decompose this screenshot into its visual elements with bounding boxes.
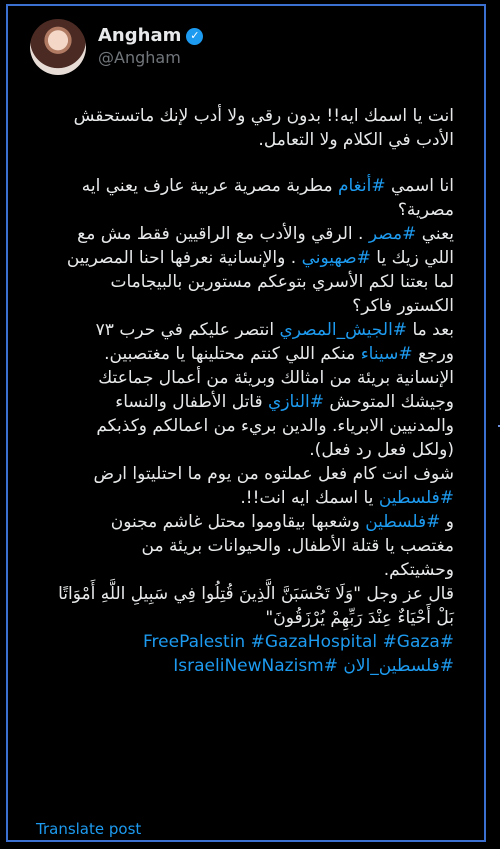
tweet-line: وحشيتكم.: [383, 560, 454, 580]
avatar[interactable]: [30, 19, 86, 75]
hashtag-link[interactable]: #الجيش_المصري: [279, 320, 408, 340]
tweet-line: اللي زيك يا #صهيوني . والإنسانية نعرفها احنا المصريين: [66, 248, 454, 268]
verified-badge-icon: ✓: [186, 28, 203, 45]
hashtag-link[interactable]: #سيناء: [360, 344, 413, 364]
hashtag-row: [38, 654, 454, 678]
hashtag-link[interactable]: #صهيوني: [301, 248, 371, 268]
tweet-text: [38, 104, 454, 678]
tweet-line: (ولكل فعل رد فعل).: [309, 440, 454, 460]
hashtag-link[interactable]: #IsraeliNewNazism: [173, 656, 338, 676]
tweet-line: وجيشك المتوحش #النازي قاتل الأطفال والنساء: [115, 392, 454, 412]
author-block: [98, 26, 203, 67]
hashtag-row: [38, 630, 454, 654]
tweet-line: الأدب في الكلام ولا التعامل.: [258, 130, 454, 150]
hashtag-link[interactable]: #GazaHospital: [250, 632, 378, 652]
tweet-line: بَلْ أَحْيَاءٌ عِنْدَ رَبِّهِمْ يُرْزَقُونَ": [265, 608, 454, 628]
hashtag-link[interactable]: #مصر: [368, 224, 417, 244]
post-frame: [6, 4, 486, 842]
translate-post-link[interactable]: Translate post: [36, 820, 142, 838]
tweet-line: قال عز وجل "وَلَا تَحْسَبَنَّ الَّذِينَ قُتِلُوا فِي سَبِيلِ اللَّهِ أَمْوَاتًا: [58, 584, 454, 604]
tweet-line: ورجع #سيناء منكم اللي كنتم محتلينها يا مغتصبين.: [104, 344, 454, 364]
tweet-line: و #فلسطين وشعبها بيقاوموا محتل غاشم مجنون: [110, 512, 454, 532]
tweet-line: الكستور فاكر؟: [352, 296, 454, 316]
author-display-name[interactable]: Angham ✓: [98, 26, 203, 47]
tweet-line: انا اسمي #أنغام مطربة مصرية عربية عارف يعني ايه: [81, 176, 454, 196]
tweet-line: انت يا اسمك ايه!! بدون رقي ولا أدب لإنك ماتستحقش: [73, 106, 454, 126]
tweet-line: يعني #مصر . الرقي والأدب مع الراقيين فقط مش مع: [77, 224, 454, 244]
hashtag-link[interactable]: #فلسطين: [365, 512, 441, 532]
hashtag-link[interactable]: #فلسطين_الان: [343, 656, 454, 676]
tweet-line: والمدنيين الابرياء. والدين بريء من اعمالكم وكذبكم: [96, 416, 454, 436]
hashtag-link[interactable]: #النازي: [268, 392, 325, 412]
hashtag-link[interactable]: #فلسطين: [378, 488, 454, 508]
hashtag-link[interactable]: #أنغام: [337, 176, 386, 196]
post-header: [30, 16, 203, 78]
tweet-line: الإنسانية بريئة من امثالك وبريئة من أعمال جماعتك: [98, 368, 454, 388]
tweet-line: بعد ما #الجيش_المصري انتصر عليكم في حرب ٧٣: [95, 320, 454, 340]
tweet-line: شوف انت كام فعل عملتوه من يوم ما احتليتوا ارض: [93, 464, 454, 484]
tweet-line: لما بعتنا لكم الأسري بتوعكم مستورين بالبيجامات: [110, 272, 454, 292]
tweet-line: مغتصب يا قتلة الأطفال. والحيوانات بريئة من: [141, 536, 454, 556]
hashtag-link[interactable]: #Gaza: [382, 632, 440, 652]
hashtag-link[interactable]: #FreePalestin: [143, 632, 454, 652]
tweet-line: #فلسطين يا اسمك ايه انت!!.: [240, 488, 454, 508]
author-handle[interactable]: @Angham: [98, 48, 181, 68]
tweet-line: مصرية؟: [397, 200, 454, 220]
